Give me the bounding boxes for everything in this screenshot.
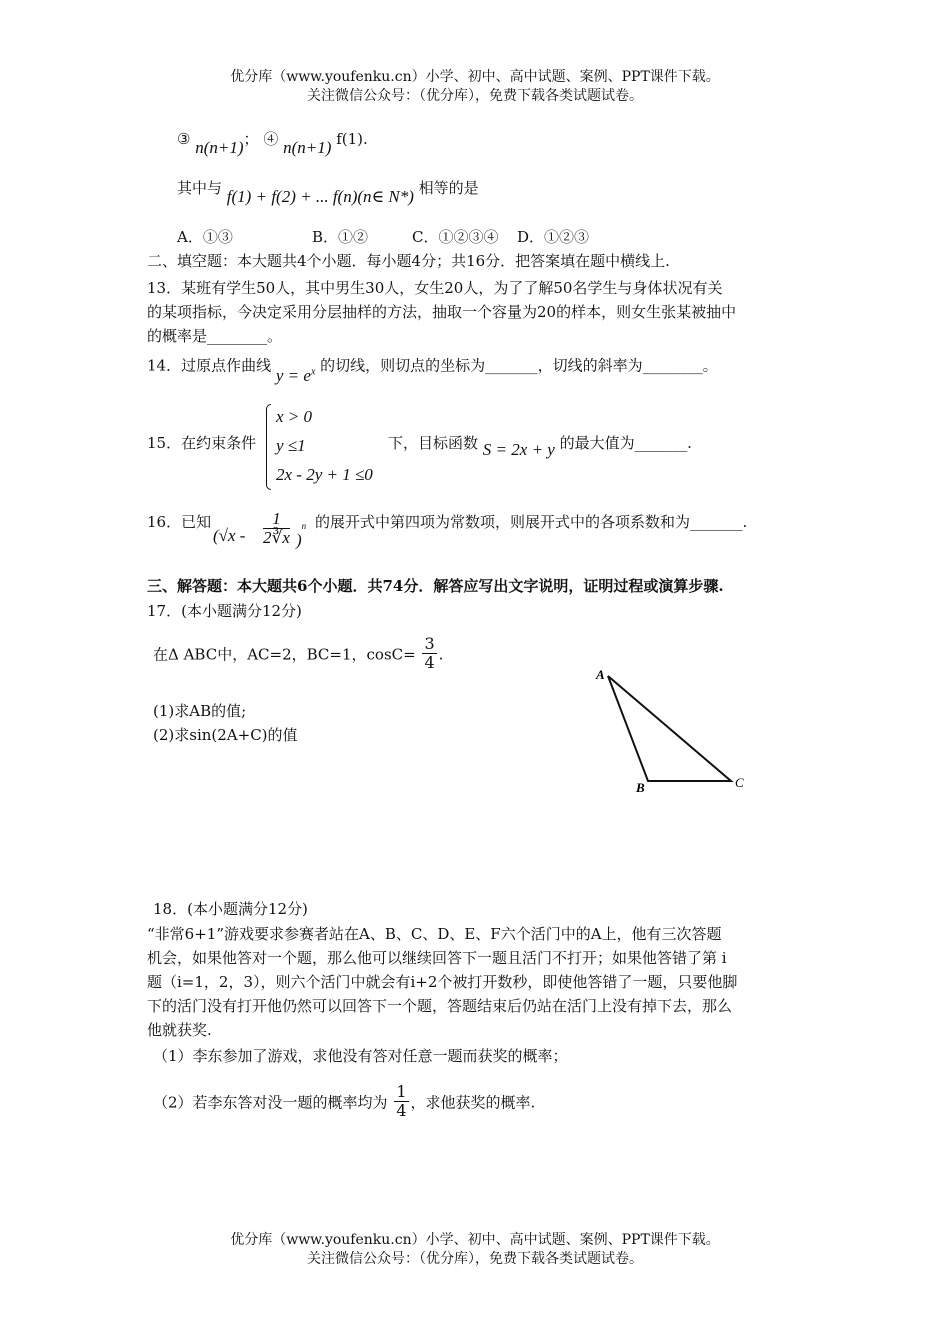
q15-post: 的最大值为_______. [559, 434, 692, 452]
q18-line-5: 他就获奖. [147, 1021, 212, 1039]
q16-close-paren: ) [296, 530, 302, 550]
vertex-label-c: C [735, 775, 744, 790]
triangle-figure [590, 660, 760, 800]
prompt-post: 相等的是 [418, 179, 479, 197]
q16-fraction [263, 510, 290, 547]
q16-pre: 16．已知 [147, 513, 212, 531]
probability-fraction [394, 1083, 408, 1120]
header-line-1: 优分库（www.youfenku.cn）小学、初中、高中试题、案例、PPT课件下载。 [230, 69, 720, 85]
q18-line-3: 题（i=1，2，3），则六个活门中就会有i+2个被打开数秒，即使他答错了一题，只要他脚 [147, 973, 738, 991]
constraint-1: x > 0 [276, 407, 313, 426]
q18-part-2-post: ，求他获奖的概率. [410, 1093, 536, 1112]
q14 [147, 352, 718, 385]
curve-exponent: x [310, 366, 316, 377]
q18-title: 18．(本小题满分12分) [153, 900, 308, 918]
q12-prompt [177, 178, 479, 206]
q16-denominator: 2∛x [263, 528, 290, 547]
q18-line-1: “非常6+1”游戏要求参赛者站在A、B、C、D、E、F六个活门中的A上，他有三次答题 [147, 925, 722, 943]
q14-pre: 14．过原点作曲线 [147, 356, 272, 375]
q18-line-2: 机会，如果他答对一个题，那么他可以继续回答下一题且活门不打开；如果他答错了第 i [147, 949, 727, 967]
q16-numerator: 1 [263, 510, 290, 529]
q16-close [296, 521, 307, 551]
q12-option-d: D．①②③ [517, 228, 590, 246]
q15-mid: 下，目标函数 [388, 434, 479, 452]
constraint-brace [266, 404, 271, 490]
constraint-2: y ≤1 [276, 436, 306, 455]
q18-line-4: 下的活门没有打开他仍然可以回答下一个题，答题结束后仍站在活门上没有掉下去，那么 [147, 997, 733, 1015]
probability-denominator: 4 [396, 1101, 407, 1120]
q15-rest [388, 433, 692, 459]
expr-3: n(n+1) [195, 138, 244, 157]
curve-base: y = e [275, 365, 311, 385]
f1-text: f(1). [336, 130, 368, 148]
q17-stem [153, 634, 444, 674]
prompt-pre: 其中与 [177, 179, 223, 197]
q16-exponent: n [301, 521, 307, 531]
probability-numerator: 1 [396, 1082, 407, 1101]
q13-line-1: 13．某班有学生50人，其中男生30人，女生20人，为了了解50名学生与身体状况有关 [147, 279, 723, 297]
sum-expression: f(1) + f(2) + ... f(n)(n∈ N*) [226, 187, 414, 206]
expr-4: n(n+1) [283, 138, 332, 157]
objective-expression: S = 2x + y [482, 440, 555, 459]
cos-denominator: 4 [424, 653, 435, 672]
q12-option-c: C．①②③④ [412, 228, 499, 246]
cos-fraction [422, 635, 436, 672]
header-line-2: 关注微信公众号：（优分库），免费下载各类试题试卷。 [307, 88, 643, 104]
q13-line-3: 的概率是________。 [147, 327, 283, 345]
q18-part-2-pre: （2）若李东答对没一题的概率均为 [153, 1093, 388, 1112]
separator: ； [243, 130, 259, 148]
q12-option-a: A．①③ [177, 228, 233, 246]
q12-option-b: B．①② [312, 228, 369, 246]
q12-options-34 [177, 129, 368, 157]
q17-stem-end: . [438, 645, 444, 664]
q17-part-1: (1)求AB的值; [153, 702, 247, 720]
circled-4: ④ [263, 130, 279, 148]
q16-base: (√x - [213, 526, 246, 545]
q15-pre: 15．在约束条件 [147, 434, 257, 452]
section-3-heading: 三、解答题：本大题共6个小题．共74分．解答应写出文字说明，证明过程或演算步骤. [147, 577, 724, 595]
footer-line-1: 优分库（www.youfenku.cn）小学、初中、高中试题、案例、PPT课件下载。 [230, 1232, 720, 1248]
footer-line-2: 关注微信公众号：（优分库），免费下载各类试题试卷。 [307, 1251, 643, 1267]
curve-expression [276, 366, 316, 385]
q14-post: 的切线，则切点的坐标为_______，切线的斜率为________。 [320, 356, 718, 375]
q18-part-1: （1）李东参加了游戏，求他没有答对任意一题而获奖的概率； [153, 1047, 568, 1065]
vertex-label-a: A [596, 667, 605, 682]
q17-stem-text: 在Δ ABC中，AC=2，BC=1，cosC= [153, 645, 416, 664]
q16-post: 的展开式中第四项为常数项，则展开式中的各项系数和为_______. [315, 513, 748, 531]
cos-numerator: 3 [424, 634, 435, 653]
q13-line-2: 的某项指标，今决定采用分层抽样的方法，抽取一个容量为20的样本，则女生张某被抽中 [147, 303, 737, 321]
q17-part-2: (2)求sin(2A+C)的值 [153, 726, 298, 744]
vertex-label-b: B [636, 780, 645, 795]
q18-part-2 [153, 1082, 536, 1122]
section-2-heading: 二、填空题：本大题共4个小题．每小题4分；共16分．把答案填在题中横线上. [147, 252, 670, 270]
triangle-abc [608, 676, 731, 781]
q17-title: 17．(本小题满分12分) [147, 602, 302, 620]
circled-3: ③ [177, 130, 191, 148]
constraint-3: 2x - 2y + 1 ≤0 [276, 465, 373, 484]
